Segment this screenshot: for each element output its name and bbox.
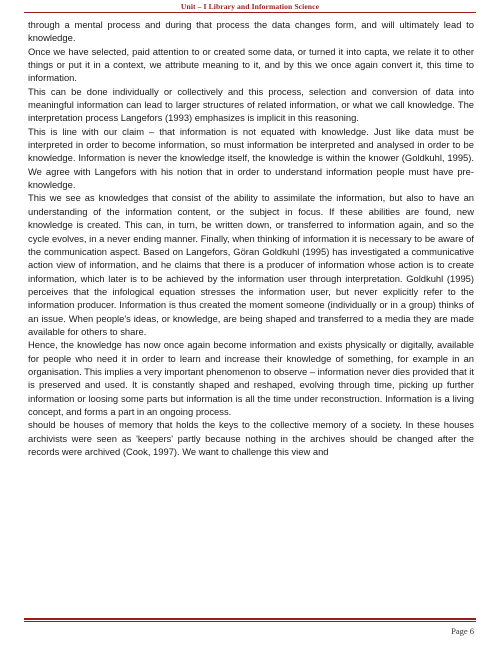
paragraph: This is line with our claim – that information is not equated with knowledge. Just like data must be interpreted in order to become information, so must information be interpreted and analysed in order to be knowledge. Information is never the knowledge itself, the knowledge is within the knower (Goldkuhl, 1995). We agree with Langefors with his notion that in order to understand information people must have pre-knowledge. <box>28 125 474 191</box>
footer-rule <box>24 618 476 620</box>
footer-rule-thin <box>24 621 476 622</box>
running-header: Unit – I Library and Information Science <box>180 2 320 11</box>
paragraph: This we see as knowledges that consist of the ability to assimilate the information, but also to have an understanding of the information content, or the subject in focus. If these abilities are found, new knowledge is created. This can, in turn, be written down, or transferred to information again, and so the cycle evolves, in a never ending manner. Finally, when thinking of information it is necessary to be aware of the communication aspect. Based on Langefors, Göran Goldkuhl (1995) has investigated a communicative action view of information, and he claims that there is a producer of information whose action is to create information, which later is to be achieved by the information user through interpretation. Goldkuhl (1995) perceives that the infological equation stresses the information user, but never explicitly refer to the information producer. Information is thus created the moment someone (individually or in a group) thinks of an issue. When people's ideas, or knowledge, are being shaped and transferred to a media they are made available for others to share. <box>28 192 474 337</box>
paragraph: should be houses of memory that holds the keys to the collective memory of a society. In these houses archivists were seen as 'keepers' partly because nothing in the archives should be changed after the records were archived (Cook, 1997). We want to challenge this view and <box>28 419 474 457</box>
paragraph: Hence, the knowledge has now once again become information and exists physically or digitally, available for people who need it in order to learn and increase their knowledge of something, for example in an organisation. This implies a very important phenomenon to observe – information never dies provided that it is preserved and used. It is constantly shaped and reshaped, evolving through time, picking up further information or loosing some parts but information is all the time under reconstruction. Information is a living concept, and forms a part in an ongoing process. <box>28 339 474 417</box>
paragraph: Once we have selected, paid attention to or created some data, or turned it into capta, we relate it to other things or put it in a context, we attribute meaning to it, and by this we once again convert it, this time to information. <box>28 45 474 84</box>
paragraph: This can be done individually or collectively and this process, selection and conversion of data into meaningful information can lead to larger structures of related information, or what we call knowledge. The interpretation process Langefors (1993) emphasizes is implicit in this reasoning. <box>28 85 474 124</box>
paragraph: through a mental process and during that process the data changes form, and will ultimately lead to knowledge. <box>28 19 474 44</box>
header-rule <box>24 12 476 13</box>
body-text <box>28 18 474 458</box>
page-number: Page 6 <box>451 626 474 636</box>
